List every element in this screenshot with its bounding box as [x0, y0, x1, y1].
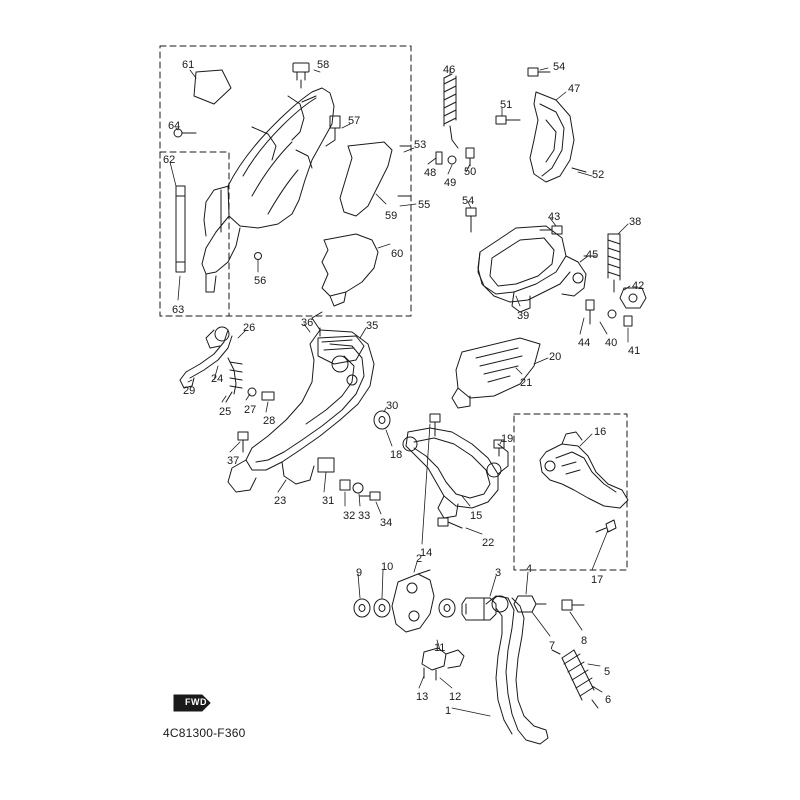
callout-number-50: 50 — [464, 166, 477, 178]
left-rider-footrest-bracket — [228, 312, 374, 492]
part-60-panel — [322, 234, 378, 306]
callout-number-56: 56 — [254, 275, 267, 287]
callout-number-18: 18 — [390, 449, 403, 461]
callout-number-62: 62 — [163, 154, 176, 166]
callout-number-46: 46 — [443, 64, 456, 76]
callout-number-25: 25 — [219, 406, 232, 418]
callout-number-15: 15 — [470, 510, 483, 522]
part-20-21-footrest-plate — [452, 338, 540, 408]
callout-number-58: 58 — [317, 59, 330, 71]
callout-number-52: 52 — [592, 169, 605, 181]
callout-number-1: 1 — [445, 705, 452, 717]
callout-number-53: 53 — [414, 139, 427, 151]
callout-number-43: 43 — [548, 211, 561, 223]
callout-number-19: 19 — [501, 433, 514, 445]
parts-5-6-return-spring — [552, 650, 598, 708]
callout-number-64: 64 — [168, 120, 181, 132]
callout-number-37: 37 — [227, 455, 240, 467]
callout-number-32: 32 — [343, 510, 356, 522]
callout-number-17: 17 — [591, 574, 604, 586]
part-54-bolt-top — [528, 68, 550, 76]
part-61-plate — [194, 70, 231, 104]
callout-number-48: 48 — [424, 167, 437, 179]
part-35-36-plate — [318, 328, 364, 364]
callout-number-35: 35 — [366, 320, 379, 332]
callout-number-12: 12 — [449, 691, 462, 703]
callout-number-31: 31 — [322, 495, 335, 507]
callout-number-39: 39 — [517, 310, 530, 322]
callout-number-60: 60 — [391, 248, 404, 260]
part-54-bolt-mid — [466, 208, 476, 232]
callout-number-6: 6 — [605, 694, 612, 706]
callout-number-26: 26 — [243, 322, 256, 334]
callout-number-3: 3 — [495, 567, 502, 579]
callout-number-2: 2 — [416, 553, 423, 565]
part-8-bolt — [562, 600, 584, 610]
part-46-spring — [444, 74, 458, 148]
callout-number-20: 20 — [549, 351, 562, 363]
right-rider-footrest-bracket — [403, 428, 508, 518]
callout-number-41: 41 — [628, 345, 641, 357]
callout-number-33: 33 — [358, 510, 371, 522]
passenger-footrest-assembly — [540, 432, 628, 532]
callout-number-54a: 54 — [553, 61, 566, 73]
part-30-washer — [374, 411, 390, 429]
callout-number-30: 30 — [386, 400, 399, 412]
part-52-leader — [572, 168, 586, 172]
part-56-bolt — [255, 253, 262, 260]
callout-number-34: 34 — [380, 517, 393, 529]
part-38-42-spring — [608, 234, 620, 292]
callout-number-38: 38 — [629, 216, 642, 228]
callout-number-55: 55 — [418, 199, 431, 211]
parts-48-49-50-fasteners — [436, 148, 474, 166]
part-43-bolt — [540, 226, 562, 234]
callout-number-57: 57 — [348, 115, 361, 127]
dashed-region-lower-right — [514, 414, 627, 570]
callout-number-61: 61 — [182, 59, 195, 71]
parts-31-34-fasteners — [318, 458, 380, 500]
callout-number-42: 42 — [632, 280, 645, 292]
fwd-direction-badge — [172, 692, 212, 714]
part-22-bolt — [438, 518, 462, 528]
callout-number-23: 23 — [274, 495, 287, 507]
callout-number-44: 44 — [578, 337, 591, 349]
callout-number-45: 45 — [586, 249, 599, 261]
fwd-label: FWD — [185, 697, 207, 707]
callout-number-28: 28 — [263, 415, 276, 427]
part-3-pivot-pin — [462, 598, 496, 620]
callout-number-13: 13 — [416, 691, 429, 703]
callout-number-16: 16 — [594, 426, 607, 438]
callout-number-4: 4 — [526, 563, 533, 575]
callout-number-9: 9 — [356, 567, 363, 579]
part-2-stand-bracket — [392, 570, 434, 632]
callout-number-7: 7 — [549, 640, 556, 652]
callout-number-21: 21 — [520, 377, 533, 389]
side-stand-assembly — [486, 596, 548, 744]
callout-number-27: 27 — [244, 404, 257, 416]
parts-9-10-washers — [354, 599, 455, 617]
callout-number-22: 22 — [482, 537, 495, 549]
callout-number-8: 8 — [581, 635, 588, 647]
part-62-63-strip — [176, 186, 185, 272]
dashed-region-left-strip — [160, 152, 229, 316]
callout-number-24: 24 — [211, 373, 224, 385]
callout-number-10: 10 — [381, 561, 394, 573]
callout-number-36: 36 — [301, 317, 314, 329]
callout-number-51: 51 — [500, 99, 513, 111]
parts-40-41-44-fasteners — [586, 300, 632, 326]
callout-number-5: 5 — [604, 666, 611, 678]
part-59-duct — [340, 142, 392, 216]
part-58-clip — [293, 63, 309, 88]
callout-number-59: 59 — [385, 210, 398, 222]
callout-number-63: 63 — [172, 304, 185, 316]
callout-number-14: 14 — [420, 547, 433, 559]
fairing-inner-panel-assembly — [202, 88, 334, 292]
part-code-label: 4C81300-F360 — [163, 726, 246, 740]
callout-leaders — [170, 68, 630, 716]
callout-number-49: 49 — [444, 177, 457, 189]
callout-number-29: 29 — [183, 385, 196, 397]
callout-number-54b: 54 — [462, 195, 475, 207]
callout-number-11: 11 — [434, 642, 446, 654]
upper-right-bracket-assembly — [530, 92, 574, 182]
part-14-bolt — [430, 414, 440, 436]
part-51-bolt — [496, 116, 520, 124]
dashed-region-upper-left — [160, 46, 411, 316]
part-4-7-nut — [514, 596, 546, 612]
callout-number-47: 47 — [568, 83, 581, 95]
right-footrest-bracket — [478, 226, 586, 312]
callout-number-40: 40 — [605, 337, 618, 349]
